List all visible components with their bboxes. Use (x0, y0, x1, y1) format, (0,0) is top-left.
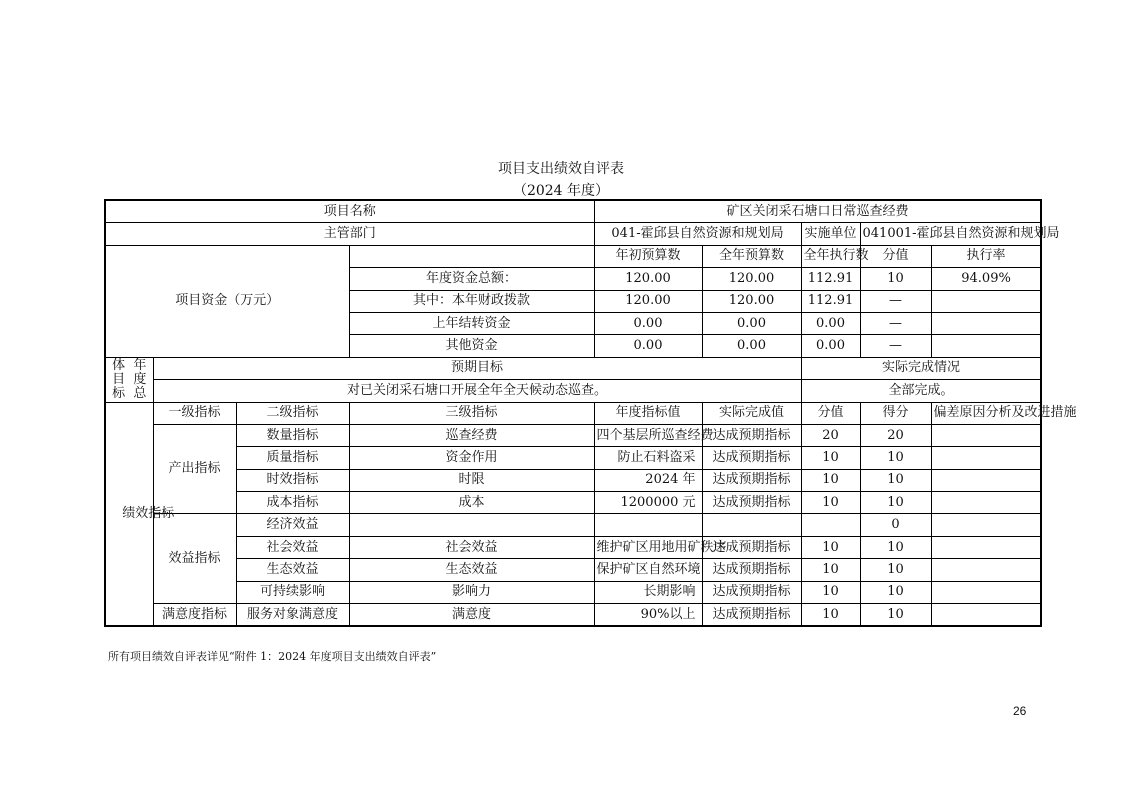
indicator-level2: 生态效益 (236, 559, 349, 581)
indicator-actual: 达成预期指标 (702, 581, 801, 603)
funds-score-value: — (860, 312, 931, 334)
satisfaction-indicators-label: 满意度指标 (153, 604, 236, 627)
indicator-reason (931, 604, 1041, 627)
funds-exec: 0.00 (801, 312, 860, 334)
indicator-level2: 成本指标 (236, 492, 349, 514)
indicator-value (801, 514, 860, 536)
indicator-value: 10 (801, 447, 860, 469)
indicator-actual: 达成预期指标 (702, 559, 801, 581)
funds-header-exec: 全年执行数 (801, 245, 860, 267)
actual-completion-text: 全部完成。 (801, 380, 1041, 402)
funds-row-label: 年度资金总额： (349, 268, 594, 290)
header-deviation: 偏差原因分析及改进措施 (931, 402, 1041, 424)
indicator-row (105, 447, 1041, 469)
indicator-level2: 时效指标 (236, 469, 349, 491)
funds-rate (931, 290, 1041, 312)
benefit-indicators-label: 效益指标 (153, 514, 236, 604)
indicator-row (105, 492, 1041, 514)
funds-header-rate: 执行率 (931, 245, 1041, 267)
indicator-target: 四个基层所巡查经费 (594, 424, 702, 446)
row-project-name (105, 200, 1041, 223)
funds-label: 项目资金（万元） (105, 245, 349, 357)
indicator-level3 (349, 514, 594, 536)
indicator-level2: 质量指标 (236, 447, 349, 469)
indicator-value: 10 (801, 604, 860, 627)
indicator-row (105, 559, 1041, 581)
row-goals-content (105, 380, 1041, 402)
expected-goal-header: 预期目标 (153, 357, 801, 379)
indicator-level3: 资金作用 (349, 447, 594, 469)
indicator-level3: 巡查经费 (349, 424, 594, 446)
indicator-reason (931, 447, 1041, 469)
funds-initial: 120.00 (594, 268, 702, 290)
indicator-value: 10 (801, 536, 860, 558)
document-subtitle: （2024 年度） (512, 183, 610, 199)
funds-row-label: 其中：本年财政拨款 (349, 290, 594, 312)
funds-score-value: — (860, 335, 931, 357)
header-target: 年度指标值 (594, 402, 702, 424)
indicator-level2: 数量指标 (236, 424, 349, 446)
indicator-target: 90%以上 (594, 604, 702, 627)
row-goals-header (105, 357, 1041, 379)
indicator-score: 10 (860, 536, 931, 558)
impl-value: 041001-霍邱县自然资源和规划局 (860, 223, 1041, 245)
indicator-actual (702, 514, 801, 536)
indicator-row (105, 604, 1041, 627)
indicator-score: 10 (860, 559, 931, 581)
indicator-level3: 影响力 (349, 581, 594, 603)
expected-goal-text: 对已关闭采石塘口开展全年全天候动态巡查。 (153, 380, 801, 402)
project-name-label: 项目名称 (105, 200, 594, 223)
header-level2: 二级指标 (236, 402, 349, 424)
funds-full: 120.00 (702, 268, 801, 290)
indicator-row (105, 424, 1041, 446)
funds-row-label: 上年结转资金 (349, 312, 594, 334)
funds-header-initial: 年初预算数 (594, 245, 702, 267)
row-funds-header (105, 245, 1041, 267)
indicator-actual: 达成预期指标 (702, 604, 801, 627)
indicator-score: 0 (860, 514, 931, 536)
indicator-actual: 达成预期指标 (702, 447, 801, 469)
indicator-score: 10 (860, 469, 931, 491)
indicator-score: 10 (860, 447, 931, 469)
funds-full: 120.00 (702, 290, 801, 312)
funds-score-value: 10 (860, 268, 931, 290)
indicator-target: 保护矿区自然环境 (594, 559, 702, 581)
indicator-actual: 达成预期指标 (702, 536, 801, 558)
header-level3: 三级指标 (349, 402, 594, 424)
indicator-level2: 可持续影响 (236, 581, 349, 603)
indicator-row (105, 469, 1041, 491)
page-number: 26 (1013, 704, 1027, 718)
funds-header-score-value: 分值 (860, 245, 931, 267)
row-indicators-header (105, 402, 1041, 424)
indicator-level2: 服务对象满意度 (236, 604, 349, 627)
indicator-level3: 满意度 (349, 604, 594, 627)
header-actual: 实际完成值 (702, 402, 801, 424)
indicator-reason (931, 559, 1041, 581)
indicator-score: 20 (860, 424, 931, 446)
funds-initial: 120.00 (594, 290, 702, 312)
indicator-level3: 社会效益 (349, 536, 594, 558)
indicator-target: 2024 年 (594, 469, 702, 491)
indicator-target: 1200000 元 (594, 492, 702, 514)
funds-full: 0.00 (702, 312, 801, 334)
document-title: 项目支出绩效自评表 (498, 161, 624, 177)
header-level1: 一级指标 (153, 402, 236, 424)
performance-indicators-label: 绩效指标 (105, 402, 153, 626)
indicator-level3: 生态效益 (349, 559, 594, 581)
indicator-value: 10 (801, 581, 860, 603)
indicator-reason (931, 469, 1041, 491)
indicator-row (105, 514, 1041, 536)
funds-initial: 0.00 (594, 312, 702, 334)
indicator-target: 维护矿区用地用矿秩序 (594, 536, 702, 558)
indicator-target: 防止石料盗采 (594, 447, 702, 469)
header-value: 分值 (801, 402, 860, 424)
indicator-target: 长期影响 (594, 581, 702, 603)
output-indicators-label: 产出指标 (153, 424, 236, 514)
indicator-score: 10 (860, 581, 931, 603)
indicator-row (105, 536, 1041, 558)
indicator-level2: 社会效益 (236, 536, 349, 558)
indicator-level2: 经济效益 (236, 514, 349, 536)
funds-score-value: — (860, 290, 931, 312)
funds-exec: 112.91 (801, 268, 860, 290)
funds-rate (931, 335, 1041, 357)
actual-completion-header: 实际完成情况 (801, 357, 1041, 379)
indicator-actual: 达成预期指标 (702, 424, 801, 446)
footnote: 所有项目绩效自评表详见“附件 1：2024 年度项目支出绩效自评表” (108, 650, 437, 663)
indicator-target (594, 514, 702, 536)
funds-row-label: 其他资金 (349, 335, 594, 357)
indicator-level3: 时限 (349, 469, 594, 491)
indicator-value: 10 (801, 559, 860, 581)
indicator-reason (931, 536, 1041, 558)
dept-value: 041-霍邱县自然资源和规划局 (594, 223, 801, 245)
indicator-reason (931, 492, 1041, 514)
indicator-reason (931, 581, 1041, 603)
indicator-score: 10 (860, 492, 931, 514)
performance-self-evaluation-table (104, 199, 1077, 627)
funds-rate: 94.09% (931, 268, 1041, 290)
indicator-level3: 成本 (349, 492, 594, 514)
dept-label: 主管部门 (105, 223, 594, 245)
funds-initial: 0.00 (594, 335, 702, 357)
funds-full: 0.00 (702, 335, 801, 357)
indicator-row (105, 581, 1041, 603)
indicator-score: 10 (860, 604, 931, 627)
annual-goal-label: 体 年 目 度 标 总 (105, 357, 153, 402)
indicator-value: 10 (801, 492, 860, 514)
indicator-actual: 达成预期指标 (702, 469, 801, 491)
indicator-actual: 达成预期指标 (702, 492, 801, 514)
indicator-reason (931, 424, 1041, 446)
impl-label: 实施单位 (801, 223, 860, 245)
funds-exec: 0.00 (801, 335, 860, 357)
indicator-value: 20 (801, 424, 860, 446)
funds-header-full: 全年预算数 (702, 245, 801, 267)
row-department (105, 223, 1041, 245)
indicator-value: 10 (801, 469, 860, 491)
indicator-reason (931, 514, 1041, 536)
funds-header-blank (349, 245, 594, 267)
project-name-value: 矿区关闭采石塘口日常巡查经费 (594, 200, 1041, 223)
header-score: 得分 (860, 402, 931, 424)
funds-exec: 112.91 (801, 290, 860, 312)
funds-rate (931, 312, 1041, 334)
